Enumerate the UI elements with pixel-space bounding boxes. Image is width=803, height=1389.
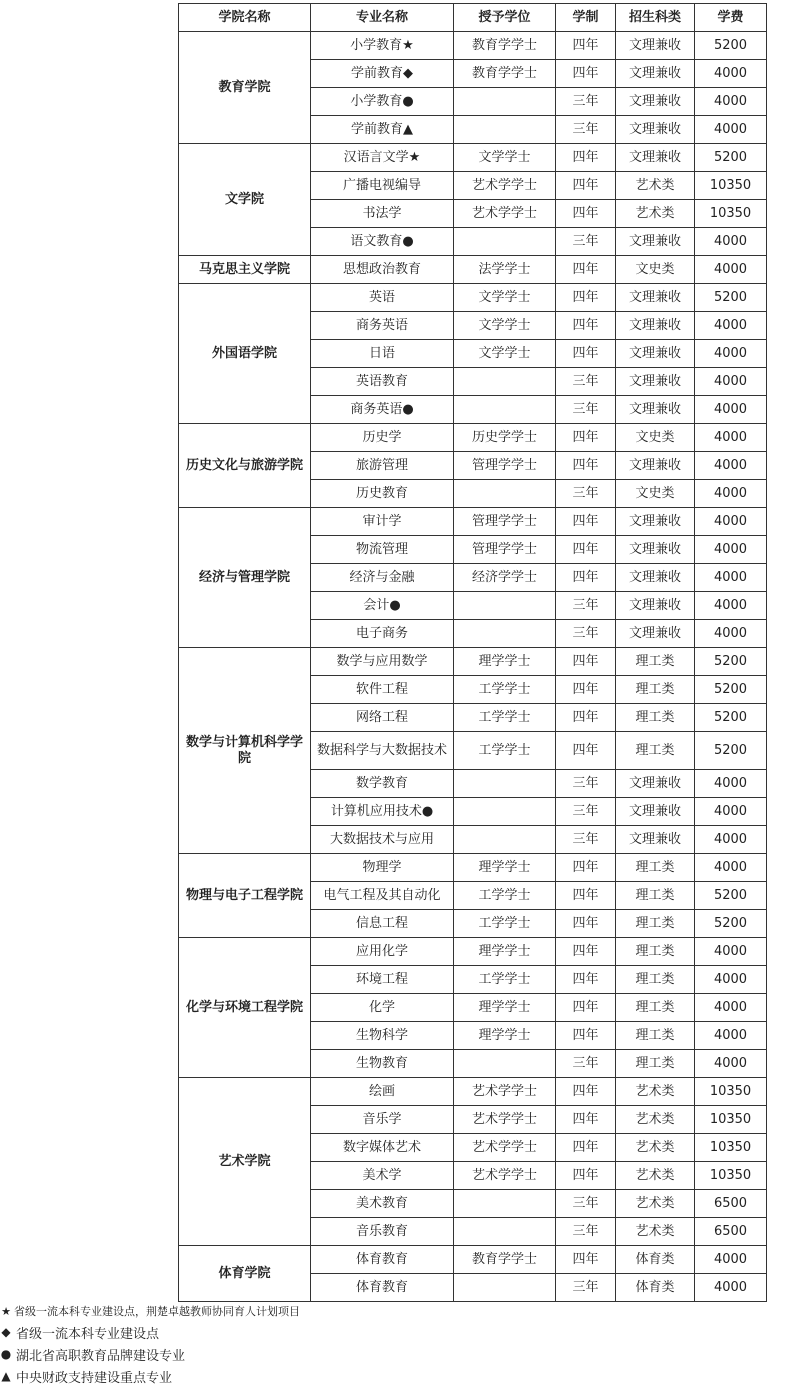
legend-symbol-icon: ★	[1, 1304, 11, 1318]
years-cell: 三年	[556, 1190, 616, 1218]
majors-table	[178, 3, 767, 1302]
category-cell: 文理兼收	[616, 798, 695, 826]
fee-cell: 5200	[695, 910, 767, 938]
degree-cell: 理学学士	[454, 1022, 556, 1050]
category-cell: 理工类	[616, 966, 695, 994]
category-cell: 理工类	[616, 648, 695, 676]
category-cell: 理工类	[616, 1050, 695, 1078]
fee-cell: 6500	[695, 1218, 767, 1246]
degree-cell: 文学学士	[454, 312, 556, 340]
years-cell: 三年	[556, 798, 616, 826]
category-cell: 艺术类	[616, 1218, 695, 1246]
degree-cell: 工学学士	[454, 882, 556, 910]
category-cell: 文理兼收	[616, 228, 695, 256]
major-cell: 计算机应用技术●	[311, 798, 454, 826]
major-cell: 小学教育●	[311, 88, 454, 116]
fee-cell: 4000	[695, 994, 767, 1022]
degree-cell	[454, 798, 556, 826]
college-name-cell: 艺术学院	[179, 1078, 311, 1246]
table-row	[179, 32, 767, 60]
table-row	[179, 284, 767, 312]
degree-cell: 艺术学学士	[454, 1078, 556, 1106]
major-cell: 小学教育★	[311, 32, 454, 60]
years-cell: 四年	[556, 966, 616, 994]
category-cell: 理工类	[616, 938, 695, 966]
degree-cell: 历史学学士	[454, 424, 556, 452]
category-cell: 理工类	[616, 732, 695, 770]
category-cell: 文理兼收	[616, 620, 695, 648]
legend-note	[0, 1321, 803, 1343]
category-cell: 理工类	[616, 676, 695, 704]
college-name-cell: 经济与管理学院	[179, 508, 311, 648]
legend-notes	[0, 1301, 803, 1387]
major-cell: 生物教育	[311, 1050, 454, 1078]
category-cell: 文理兼收	[616, 340, 695, 368]
fee-cell: 4000	[695, 966, 767, 994]
major-cell: 广播电视编导	[311, 172, 454, 200]
major-cell: 旅游管理	[311, 452, 454, 480]
table-row	[179, 508, 767, 536]
years-cell: 四年	[556, 1162, 616, 1190]
category-cell: 文理兼收	[616, 826, 695, 854]
degree-cell	[454, 1218, 556, 1246]
fee-cell: 4000	[695, 826, 767, 854]
table-row	[179, 854, 767, 882]
degree-cell: 艺术学学士	[454, 172, 556, 200]
major-cell: 思想政治教育	[311, 256, 454, 284]
fee-cell: 5200	[695, 284, 767, 312]
category-cell: 体育类	[616, 1246, 695, 1274]
major-cell: 信息工程	[311, 910, 454, 938]
fee-cell: 4000	[695, 798, 767, 826]
college-name-cell: 体育学院	[179, 1246, 311, 1302]
fee-cell: 4000	[695, 396, 767, 424]
fee-cell: 6500	[695, 1190, 767, 1218]
years-cell: 四年	[556, 564, 616, 592]
fee-cell: 4000	[695, 620, 767, 648]
years-cell: 四年	[556, 910, 616, 938]
years-cell: 四年	[556, 1078, 616, 1106]
category-cell: 文理兼收	[616, 312, 695, 340]
fee-cell: 5200	[695, 676, 767, 704]
major-cell: 音乐学	[311, 1106, 454, 1134]
major-cell: 经济与金融	[311, 564, 454, 592]
years-cell: 四年	[556, 172, 616, 200]
table-row	[179, 144, 767, 172]
category-cell: 体育类	[616, 1274, 695, 1302]
major-cell: 商务英语●	[311, 396, 454, 424]
years-cell: 三年	[556, 592, 616, 620]
major-cell: 化学	[311, 994, 454, 1022]
header-category: 招生科类	[616, 4, 695, 32]
fee-cell: 10350	[695, 1078, 767, 1106]
category-cell: 文理兼收	[616, 564, 695, 592]
years-cell: 四年	[556, 508, 616, 536]
years-cell: 四年	[556, 284, 616, 312]
major-cell: 物理学	[311, 854, 454, 882]
fee-cell: 10350	[695, 1162, 767, 1190]
legend-note	[0, 1301, 803, 1321]
fee-cell: 4000	[695, 60, 767, 88]
category-cell: 艺术类	[616, 172, 695, 200]
category-cell: 文理兼收	[616, 116, 695, 144]
degree-cell	[454, 116, 556, 144]
category-cell: 艺术类	[616, 1106, 695, 1134]
category-cell: 艺术类	[616, 1078, 695, 1106]
degree-cell: 工学学士	[454, 910, 556, 938]
fee-cell: 4000	[695, 770, 767, 798]
major-cell: 美术教育	[311, 1190, 454, 1218]
fee-cell: 4000	[695, 592, 767, 620]
major-cell: 生物科学	[311, 1022, 454, 1050]
fee-cell: 10350	[695, 172, 767, 200]
years-cell: 四年	[556, 648, 616, 676]
major-cell: 学前教育◆	[311, 60, 454, 88]
years-cell: 三年	[556, 770, 616, 798]
major-cell: 大数据技术与应用	[311, 826, 454, 854]
years-cell: 四年	[556, 536, 616, 564]
years-cell: 三年	[556, 228, 616, 256]
degree-cell	[454, 826, 556, 854]
major-cell: 英语教育	[311, 368, 454, 396]
major-cell: 数字媒体艺术	[311, 1134, 454, 1162]
fee-cell: 10350	[695, 200, 767, 228]
degree-cell: 艺术学学士	[454, 1134, 556, 1162]
category-cell: 理工类	[616, 704, 695, 732]
years-cell: 三年	[556, 1218, 616, 1246]
fee-cell: 4000	[695, 1246, 767, 1274]
degree-cell: 教育学学士	[454, 60, 556, 88]
major-cell: 应用化学	[311, 938, 454, 966]
category-cell: 文史类	[616, 256, 695, 284]
legend-note	[0, 1365, 803, 1387]
header-years: 学制	[556, 4, 616, 32]
years-cell: 四年	[556, 1106, 616, 1134]
fee-cell: 4000	[695, 854, 767, 882]
category-cell: 文理兼收	[616, 592, 695, 620]
years-cell: 四年	[556, 854, 616, 882]
degree-cell: 法学学士	[454, 256, 556, 284]
years-cell: 四年	[556, 1134, 616, 1162]
category-cell: 文理兼收	[616, 536, 695, 564]
legend-symbol-icon: ◆	[1, 1325, 11, 1339]
major-cell: 美术学	[311, 1162, 454, 1190]
years-cell: 四年	[556, 256, 616, 284]
years-cell: 四年	[556, 704, 616, 732]
major-cell: 英语	[311, 284, 454, 312]
degree-cell	[454, 228, 556, 256]
fee-cell: 5200	[695, 32, 767, 60]
years-cell: 三年	[556, 620, 616, 648]
years-cell: 三年	[556, 1274, 616, 1302]
major-cell: 物流管理	[311, 536, 454, 564]
major-cell: 绘画	[311, 1078, 454, 1106]
fee-cell: 4000	[695, 88, 767, 116]
years-cell: 三年	[556, 116, 616, 144]
degree-cell: 理学学士	[454, 854, 556, 882]
degree-cell	[454, 368, 556, 396]
legend-note	[0, 1343, 803, 1365]
category-cell: 理工类	[616, 882, 695, 910]
category-cell: 理工类	[616, 1022, 695, 1050]
degree-cell: 工学学士	[454, 676, 556, 704]
years-cell: 三年	[556, 480, 616, 508]
header-major: 专业名称	[311, 4, 454, 32]
degree-cell: 理学学士	[454, 648, 556, 676]
college-name-cell: 外国语学院	[179, 284, 311, 424]
major-cell: 历史教育	[311, 480, 454, 508]
years-cell: 四年	[556, 938, 616, 966]
degree-cell: 教育学学士	[454, 1246, 556, 1274]
major-cell: 电气工程及其自动化	[311, 882, 454, 910]
fee-cell: 4000	[695, 480, 767, 508]
major-cell: 数据科学与大数据技术	[311, 732, 454, 770]
category-cell: 文理兼收	[616, 396, 695, 424]
category-cell: 文理兼收	[616, 144, 695, 172]
degree-cell: 文学学士	[454, 144, 556, 172]
major-cell: 数学教育	[311, 770, 454, 798]
category-cell: 艺术类	[616, 1162, 695, 1190]
college-name-cell: 文学院	[179, 144, 311, 256]
degree-cell	[454, 1050, 556, 1078]
major-cell: 语文教育●	[311, 228, 454, 256]
major-cell: 数学与应用数学	[311, 648, 454, 676]
header-degree: 授予学位	[454, 4, 556, 32]
college-name-cell: 历史文化与旅游学院	[179, 424, 311, 508]
degree-cell: 教育学学士	[454, 32, 556, 60]
category-cell: 文理兼收	[616, 60, 695, 88]
fee-cell: 4000	[695, 452, 767, 480]
legend-text: 省级一流本科专业建设点	[16, 1326, 160, 1342]
degree-cell	[454, 396, 556, 424]
table-row	[179, 256, 767, 284]
fee-cell: 4000	[695, 228, 767, 256]
degree-cell: 文学学士	[454, 340, 556, 368]
category-cell: 文理兼收	[616, 770, 695, 798]
fee-cell: 4000	[695, 1274, 767, 1302]
years-cell: 四年	[556, 312, 616, 340]
degree-cell: 管理学学士	[454, 536, 556, 564]
years-cell: 四年	[556, 732, 616, 770]
fee-cell: 10350	[695, 1134, 767, 1162]
category-cell: 艺术类	[616, 1134, 695, 1162]
years-cell: 四年	[556, 200, 616, 228]
major-cell: 审计学	[311, 508, 454, 536]
category-cell: 艺术类	[616, 200, 695, 228]
years-cell: 四年	[556, 32, 616, 60]
major-cell: 日语	[311, 340, 454, 368]
category-cell: 文理兼收	[616, 368, 695, 396]
category-cell: 文理兼收	[616, 508, 695, 536]
years-cell: 四年	[556, 676, 616, 704]
fee-cell: 4000	[695, 1022, 767, 1050]
degree-cell: 工学学士	[454, 966, 556, 994]
degree-cell	[454, 592, 556, 620]
major-cell: 历史学	[311, 424, 454, 452]
category-cell: 文理兼收	[616, 88, 695, 116]
college-name-cell: 物理与电子工程学院	[179, 854, 311, 938]
category-cell: 理工类	[616, 994, 695, 1022]
table-body	[179, 32, 767, 1302]
degree-cell: 管理学学士	[454, 508, 556, 536]
degree-cell: 艺术学学士	[454, 200, 556, 228]
major-cell: 体育教育	[311, 1246, 454, 1274]
category-cell: 理工类	[616, 910, 695, 938]
table-row	[179, 1078, 767, 1106]
fee-cell: 5200	[695, 648, 767, 676]
degree-cell	[454, 480, 556, 508]
major-cell: 音乐教育	[311, 1218, 454, 1246]
category-cell: 文理兼收	[616, 32, 695, 60]
degree-cell: 理学学士	[454, 994, 556, 1022]
legend-text: 省级一流本科专业建设点，荆楚卓越教师协同育人计划项目	[14, 1305, 300, 1318]
major-cell: 学前教育▲	[311, 116, 454, 144]
degree-cell	[454, 1274, 556, 1302]
header-fee: 学费	[695, 4, 767, 32]
fee-cell: 4000	[695, 256, 767, 284]
legend-text: 中央财政支持建设重点专业	[16, 1370, 173, 1386]
major-cell: 书法学	[311, 200, 454, 228]
years-cell: 四年	[556, 882, 616, 910]
fee-cell: 4000	[695, 368, 767, 396]
fee-cell: 4000	[695, 938, 767, 966]
fee-cell: 4000	[695, 312, 767, 340]
degree-cell	[454, 88, 556, 116]
years-cell: 四年	[556, 424, 616, 452]
fee-cell: 4000	[695, 508, 767, 536]
degree-cell: 艺术学学士	[454, 1162, 556, 1190]
major-cell: 体育教育	[311, 1274, 454, 1302]
table-row	[179, 424, 767, 452]
major-cell: 会计●	[311, 592, 454, 620]
category-cell: 文理兼收	[616, 452, 695, 480]
degree-cell: 经济学学士	[454, 564, 556, 592]
college-name-cell: 教育学院	[179, 32, 311, 144]
category-cell: 文理兼收	[616, 284, 695, 312]
category-cell: 文史类	[616, 480, 695, 508]
category-cell: 艺术类	[616, 1190, 695, 1218]
category-cell: 理工类	[616, 854, 695, 882]
fee-cell: 4000	[695, 116, 767, 144]
legend-symbol-icon: ●	[0, 1347, 12, 1361]
degree-cell	[454, 620, 556, 648]
major-cell: 环境工程	[311, 966, 454, 994]
fee-cell: 5200	[695, 732, 767, 770]
major-cell: 电子商务	[311, 620, 454, 648]
years-cell: 四年	[556, 994, 616, 1022]
fee-cell: 4000	[695, 340, 767, 368]
header-college: 学院名称	[179, 4, 311, 32]
college-name-cell: 马克思主义学院	[179, 256, 311, 284]
fee-cell: 5200	[695, 704, 767, 732]
college-name-cell: 化学与环境工程学院	[179, 938, 311, 1078]
degree-cell: 工学学士	[454, 732, 556, 770]
degree-cell: 工学学士	[454, 704, 556, 732]
category-cell: 文史类	[616, 424, 695, 452]
fee-cell: 4000	[695, 564, 767, 592]
major-cell: 软件工程	[311, 676, 454, 704]
fee-cell: 4000	[695, 424, 767, 452]
table-row	[179, 938, 767, 966]
table-row	[179, 1246, 767, 1274]
major-cell: 商务英语	[311, 312, 454, 340]
degree-cell	[454, 1190, 556, 1218]
years-cell: 三年	[556, 1050, 616, 1078]
years-cell: 三年	[556, 88, 616, 116]
years-cell: 四年	[556, 1022, 616, 1050]
degree-cell	[454, 770, 556, 798]
degree-cell: 管理学学士	[454, 452, 556, 480]
fee-cell: 4000	[695, 1050, 767, 1078]
legend-text: 湖北省高职教育品牌建设专业	[16, 1348, 186, 1364]
college-name-cell: 数学与计算机科学学院	[179, 648, 311, 854]
years-cell: 三年	[556, 396, 616, 424]
years-cell: 四年	[556, 60, 616, 88]
years-cell: 四年	[556, 144, 616, 172]
fee-cell: 5200	[695, 882, 767, 910]
degree-cell: 文学学士	[454, 284, 556, 312]
degree-cell: 理学学士	[454, 938, 556, 966]
years-cell: 三年	[556, 826, 616, 854]
fee-cell: 5200	[695, 144, 767, 172]
fee-cell: 4000	[695, 536, 767, 564]
header-row	[179, 4, 767, 32]
years-cell: 四年	[556, 452, 616, 480]
table-row	[179, 648, 767, 676]
major-cell: 网络工程	[311, 704, 454, 732]
fee-cell: 10350	[695, 1106, 767, 1134]
years-cell: 四年	[556, 340, 616, 368]
years-cell: 四年	[556, 1246, 616, 1274]
years-cell: 三年	[556, 368, 616, 396]
major-cell: 汉语言文学★	[311, 144, 454, 172]
degree-cell: 艺术学学士	[454, 1106, 556, 1134]
legend-symbol-icon: ▲	[1, 1369, 11, 1383]
